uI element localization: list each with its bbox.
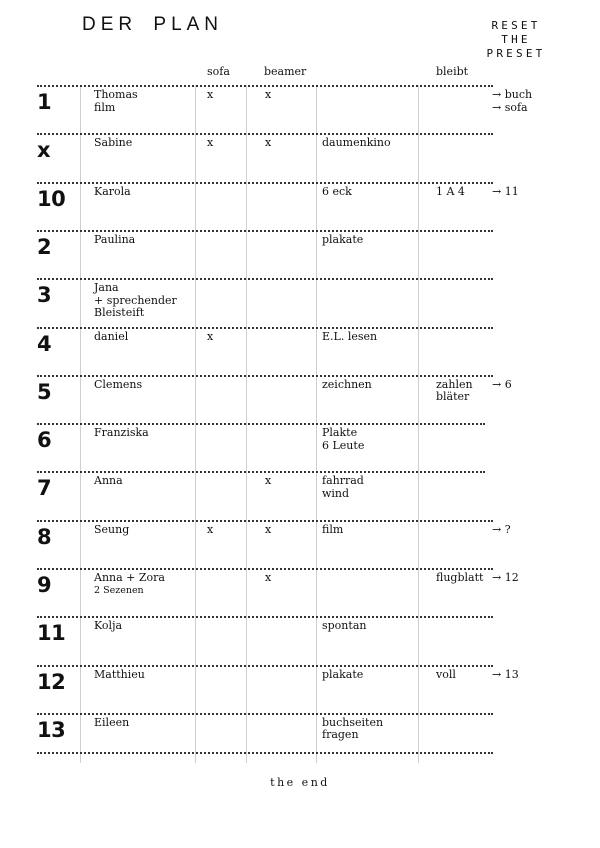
row-beamer-mark: x [265,522,272,536]
row-name: Franziska [94,426,149,440]
row-arrow-note: → 6 [492,377,512,391]
row-arrow-note: → 12 [492,571,519,584]
row-activity: spontan [322,619,367,633]
footer-the-end: the end [270,776,330,789]
row-bleibt: zahlen bläter [436,377,473,404]
row-arrow-note: → 13 [492,667,519,681]
row-beamer-mark: x [265,571,272,584]
row-separator [37,616,493,618]
row-separator [37,85,493,87]
row-separator [37,327,493,329]
row-separator [37,423,485,425]
row-name: Jana + sprechender Bleisteift [94,281,177,320]
row-number: 12 [37,669,66,694]
row-activity: daumenkino [322,136,391,150]
row-number: 9 [37,573,52,597]
row-number: 2 [37,234,52,259]
row-name: Clemens [94,377,143,391]
row-sofa-mark: x [207,329,214,343]
row-name: Thomas film [94,88,138,114]
row-activity: Plakte 6 Leute [322,426,365,452]
row-number: 6 [37,428,52,453]
row-separator [37,182,493,184]
column-header-sofa: sofa [207,65,230,78]
row-separator [37,133,493,135]
row-number: 11 [37,621,66,646]
row-sofa-mark: x [207,136,214,150]
row-bleibt: 1 A 4 [436,184,465,198]
row-bleibt: flugblatt [436,571,484,584]
row-activity: plakate [322,667,364,681]
row-name: Karola [94,184,131,198]
row-name: Kolja [94,619,123,633]
reset-the-preset-heading [478,19,554,61]
row-name-note: 2 Sezenen [94,585,144,596]
row-activity: zeichnen [322,377,372,391]
row-sofa-mark: x [207,522,214,536]
row-number: 1 [37,90,52,114]
row-name: daniel [94,329,129,343]
row-activity: plakate [322,232,364,246]
row-separator [37,520,493,522]
row-name: Paulina [94,232,136,246]
row-number: 5 [37,379,52,404]
row-name: Sabine [94,136,133,150]
row-number: 13 [37,717,66,742]
row-sofa-mark: x [207,88,214,101]
row-name: Anna [94,474,123,488]
row-activity: buchseiten fragen [322,715,384,742]
row-separator [37,278,493,280]
row-activity: fahrrad wind [322,474,364,500]
row-number: 7 [37,476,52,501]
row-separator [37,665,493,667]
row-number: 4 [37,331,52,356]
row-beamer-mark: x [265,88,272,101]
row-beamer-mark: x [265,136,272,150]
column-header-beamer: beamer [264,65,307,78]
row-name: Anna + Zora [94,571,165,584]
reset-line: PRESET [486,47,546,60]
reset-line: RESET [491,19,541,32]
row-activity: film [322,522,344,536]
row-name: Matthieu [94,667,145,681]
row-separator [37,375,493,377]
row-separator [37,471,485,473]
reset-line: THE [501,33,531,46]
row-beamer-mark: x [265,474,272,488]
row-number: 3 [37,283,52,308]
column-header-bleibt: bleibt [436,65,469,78]
row-number: 10 [37,186,66,211]
row-arrow-note: → 11 [492,184,519,198]
row-separator [37,752,493,754]
row-name: Eileen [94,715,130,729]
page-title: DER PLAN [82,14,224,35]
row-separator [37,713,493,715]
row-number: 8 [37,524,52,549]
row-arrow-note: → buch → sofa [492,88,533,114]
row-activity: 6 eck [322,184,352,198]
row-name: Seung [94,522,130,536]
row-arrow-note: → ? [492,522,511,536]
row-separator [37,568,493,570]
row-activity: E.L. lesen [322,329,378,343]
row-number: x [37,138,51,163]
row-bleibt: voll [436,667,456,681]
row-separator [37,230,493,232]
